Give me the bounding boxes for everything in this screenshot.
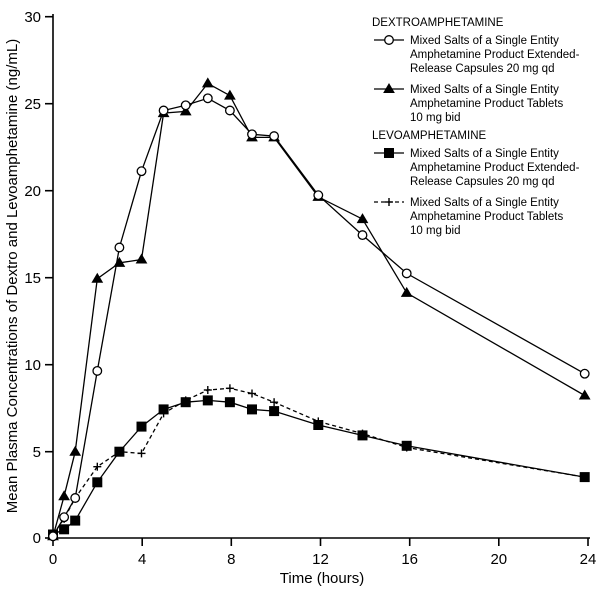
legend-label-levo-tablets-line2: Amphetamine Product Tablets bbox=[410, 211, 564, 223]
y-tick-label-30: 30 bbox=[24, 9, 41, 26]
legend-marker-plus-icon bbox=[385, 198, 393, 206]
y-axis-title: Mean Plasma Concentrations of Dextro and Levoamphetamine (ng/mL) bbox=[4, 38, 21, 514]
markers-dextro-xr bbox=[49, 94, 589, 541]
y-axis-ticks bbox=[45, 17, 53, 538]
legend-label-levo-xr-line2: Amphetamine Product Extended- bbox=[410, 162, 580, 174]
legend-item-dextro-xr bbox=[374, 35, 580, 75]
series-levo-tablets bbox=[49, 384, 589, 538]
legend-marker-filled-square-icon bbox=[385, 149, 394, 158]
markers-levo-tablets bbox=[49, 384, 589, 538]
y-tick-label-20: 20 bbox=[24, 183, 41, 200]
legend-item-dextro-tablets bbox=[374, 84, 563, 124]
y-tick-label-5: 5 bbox=[32, 444, 41, 461]
x-tick-label-4: 4 bbox=[138, 551, 147, 568]
series-dextro-xr-capsules bbox=[49, 94, 589, 541]
x-axis-title: Time (hours) bbox=[279, 570, 365, 587]
x-tick-label-24: 24 bbox=[579, 551, 597, 568]
x-tick-label-8: 8 bbox=[227, 551, 236, 568]
x-axis-ticks bbox=[53, 538, 588, 546]
x-tick-label-20: 20 bbox=[490, 551, 508, 568]
legend-label-dextro-tablets-line3: 10 mg bid bbox=[410, 112, 461, 124]
x-tick-label-0: 0 bbox=[48, 551, 58, 568]
legend-label-dextro-xr-line2: Amphetamine Product Extended- bbox=[410, 49, 580, 61]
legend-label-levo-tablets-line3: 10 mg bid bbox=[410, 225, 461, 237]
legend-label-dextro-xr-line1: Mixed Salts of a Single Entity bbox=[410, 35, 559, 47]
y-tick-label-10: 10 bbox=[24, 357, 41, 374]
legend-label-dextro-tablets-line1: Mixed Salts of a Single Entity bbox=[410, 84, 559, 96]
legend-label-levo-tablets-line1: Mixed Salts of a Single Entity bbox=[410, 197, 559, 209]
series-levo-xr-capsules bbox=[49, 396, 590, 539]
legend-marker-filled-triangle-icon bbox=[384, 84, 394, 93]
legend bbox=[372, 17, 580, 237]
markers-levo-xr bbox=[49, 396, 590, 539]
legend-marker-open-circle-icon bbox=[385, 36, 394, 45]
y-tick-label-0: 0 bbox=[32, 530, 41, 547]
legend-label-levo-xr-line1: Mixed Salts of a Single Entity bbox=[410, 148, 559, 160]
x-tick-label-16: 16 bbox=[401, 551, 419, 568]
legend-label-levo-xr-line3: Release Capsules 20 mg qd bbox=[410, 176, 555, 188]
legend-group-title-levoamphetamine: LEVOAMPHETAMINE bbox=[372, 130, 487, 142]
y-tick-label-15: 15 bbox=[24, 270, 41, 287]
legend-item-levo-xr bbox=[374, 148, 580, 188]
legend-label-dextro-xr-line3: Release Capsules 20 mg qd bbox=[410, 63, 555, 75]
legend-group-title-dextroamphetamine: DEXTROAMPHETAMINE bbox=[372, 17, 504, 29]
legend-item-levo-tablets bbox=[374, 197, 563, 237]
y-tick-label-25: 25 bbox=[24, 96, 41, 113]
x-tick-label-12: 12 bbox=[312, 551, 329, 568]
series-line-levo-tablets bbox=[53, 388, 585, 534]
legend-label-dextro-tablets-line2: Amphetamine Product Tablets bbox=[410, 98, 564, 110]
